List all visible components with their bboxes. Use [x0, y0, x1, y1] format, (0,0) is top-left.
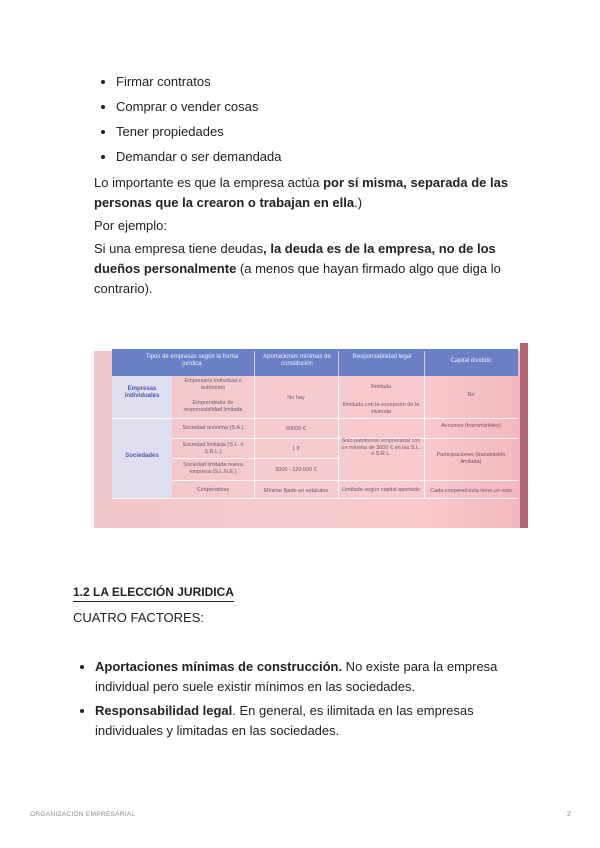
factor-title: Responsabilidad legal — [95, 703, 233, 718]
list-item: Firmar contratos — [100, 74, 282, 99]
page-number: 2 — [567, 811, 571, 818]
type-cell: Cooperativas — [196, 487, 230, 493]
row-divider — [112, 498, 518, 499]
group-label: Empresas individuales — [124, 386, 160, 399]
capital-cell: Cada cooperativista tiene un voto — [430, 488, 512, 494]
bold-run: por sí misma, separada de las personas que la crearon o trabajan en ella — [94, 175, 509, 210]
header-divider — [424, 351, 425, 376]
header-cell: Aportaciones mínimas de constitución — [263, 354, 331, 367]
list-item — [78, 701, 518, 741]
row-divider — [112, 418, 518, 419]
text-run: .) — [354, 195, 363, 210]
responsabilidad-cell: Ilimitada — [370, 384, 392, 390]
type-cell: Sociedad anónima (S.A.) — [182, 425, 244, 431]
type-cell: Empresario individual o autónomo — [184, 378, 242, 391]
paragraph-important — [94, 173, 524, 213]
section-title: 1.2 LA ELECCIÓN JURIDICA — [73, 585, 234, 602]
responsabilidad-cell: Ilimitada con la excepción de la vivienda — [342, 402, 420, 415]
capital-cell: No — [467, 392, 475, 398]
paragraph-example: Por ejemplo: — [94, 218, 167, 233]
aportacion-cell: No hay — [287, 395, 305, 401]
list-item — [78, 657, 518, 697]
list-item: Demandar o ser demandada — [100, 149, 282, 174]
list-item: Comprar o vender cosas — [100, 99, 282, 124]
text-run: Si una empresa tiene deudas — [94, 241, 264, 256]
header-divider — [338, 351, 339, 376]
factors-list — [78, 657, 518, 745]
group-label: Sociedades — [125, 453, 159, 459]
responsabilidad-cell: Limitada según capital aportado — [342, 487, 420, 493]
responsabilidad-cell: Solo patrimonio empresarial con un mínimo de 3000 € en las S.L. o S.R.L. — [341, 438, 421, 457]
aportacion-cell: 1 € — [292, 446, 300, 452]
capital-cell: Participaciones (transmisión limitada) — [436, 452, 506, 465]
photo-right-edge — [520, 343, 528, 528]
type-cell: Sociedad limitada nueva empresa (S.L.N.E.) — [183, 462, 243, 475]
row-divider — [172, 480, 518, 481]
bold-run: , la deuda es de la empresa, no de los dueños personalmente — [94, 241, 496, 276]
header-cell: Responsabilidad legal — [352, 354, 412, 360]
text-run: Lo importante es que la empresa actúa — [94, 175, 324, 190]
col-divider — [424, 376, 425, 498]
list-item: Tener propiedades — [100, 124, 282, 149]
type-cell: Emprendedor de responsabilidad limitada — [183, 400, 243, 413]
aportacion-cell: 60000 € — [286, 426, 306, 432]
row-divider — [172, 458, 340, 459]
col-divider — [338, 376, 339, 498]
factor-text: . En general, es ilimitada en las empresas individuales y limitadas en las sociedades. — [95, 703, 474, 738]
factor-text: No existe para la empresa individual pero suele existir mínimos en las sociedades. — [95, 659, 498, 694]
capabilities-list — [100, 74, 282, 174]
capital-cell: Acciones (transmisibles) — [441, 423, 501, 429]
aportacion-cell: Mínimo fijado en estatutos — [263, 488, 329, 494]
text-run: (a menos que hayan firmado algo que diga lo contrario). — [94, 261, 501, 296]
header-cell: Tipos de empresas según la forma jurídica — [145, 354, 239, 367]
header-cell: Capital dividido — [450, 358, 492, 364]
aportacion-cell: 3000 - 120 000 € — [275, 467, 317, 473]
footer-course-name: ORGANIZACIÓN EMPRESARIAL — [30, 811, 136, 818]
type-cell: Sociedad limitada (S.L. o S.R.L.) — [182, 442, 244, 455]
factor-title: Aportaciones mínimas de construcción. — [95, 659, 343, 674]
section-subtitle: CUATRO FACTORES: — [73, 610, 204, 625]
header-divider — [254, 351, 255, 376]
paragraph-debt — [94, 239, 524, 299]
legal-forms-table-photo — [94, 343, 528, 528]
col-divider — [254, 376, 255, 498]
